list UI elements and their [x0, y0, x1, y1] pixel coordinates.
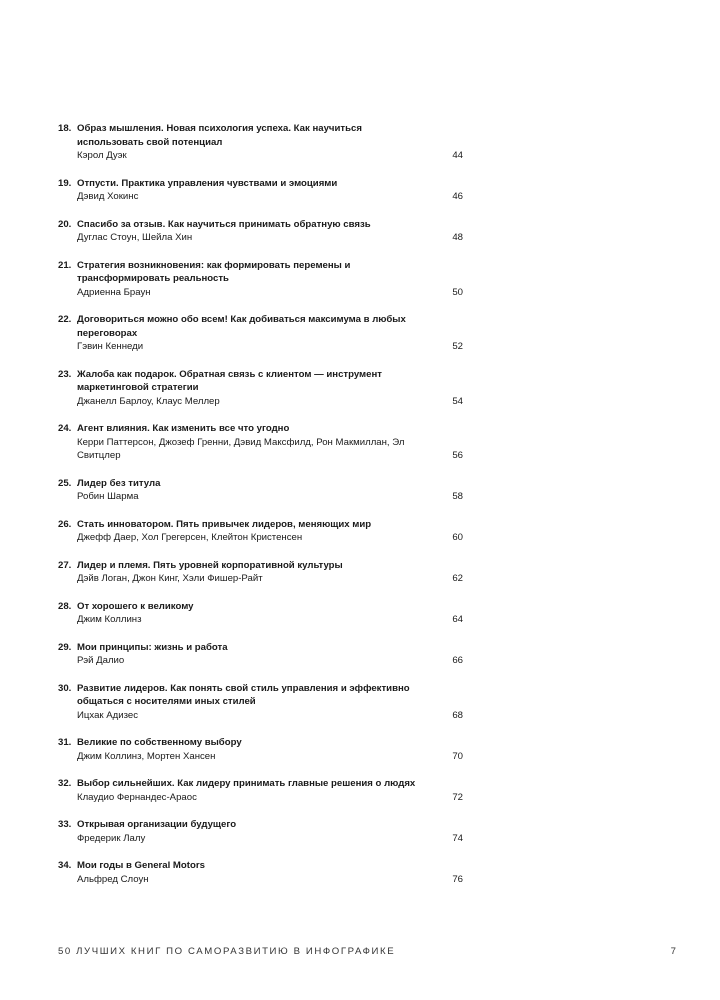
toc-entry: [58, 422, 468, 463]
entry-title: От хорошего к великому: [77, 600, 194, 612]
entry-page-number: 60: [452, 532, 463, 543]
entry-page-number: 62: [452, 573, 463, 584]
entry-title: Спасибо за отзыв. Как научиться принимать обратную связь: [77, 218, 371, 230]
entry-authors: Фредерик Лалу: [77, 832, 146, 844]
toc-entry: [58, 313, 468, 354]
entry-number: 22.: [58, 314, 72, 325]
toc-entry: [58, 777, 468, 804]
entry-authors: Адриенна Браун: [77, 286, 151, 298]
toc-entry: [58, 368, 468, 409]
entry-authors: Джим Коллинз: [77, 614, 142, 625]
entry-title: Договориться можно обо всем! Как добиваться максимума в любых переговорах: [77, 314, 406, 339]
entry-page-number: 44: [452, 150, 463, 161]
entry-authors: Гэвин Кеннеди: [77, 341, 144, 352]
entry-authors: Ицхак Адизес: [77, 709, 139, 721]
entry-title: Мои годы в General Motors: [77, 860, 205, 871]
entry-page-number: 56: [452, 450, 463, 461]
entry-number: 21.: [58, 259, 72, 271]
entry-number: 26.: [58, 518, 72, 530]
toc-entry: [58, 559, 468, 586]
entry-title: Образ мышления. Новая психология успеха. Как научиться использовать свой потенциал: [77, 123, 362, 148]
toc-entry: [58, 122, 468, 163]
toc-entry: [58, 477, 468, 504]
toc-entry: [58, 518, 468, 545]
entry-title: Жалоба как подарок. Обратная связь с клиентом — инструмент маркетинговой стратегии: [77, 368, 382, 393]
table-of-contents: [58, 122, 468, 900]
entry-authors: Дуглас Стоун, Шейла Хин: [77, 232, 193, 243]
entry-number: 28.: [58, 600, 72, 612]
toc-entry: [58, 818, 468, 845]
entry-page-number: 70: [452, 750, 463, 762]
entry-title: Стать инноватором. Пять привычек лидеров, меняющих мир: [77, 518, 372, 530]
toc-entry: [58, 177, 468, 204]
toc-entry: [58, 259, 468, 300]
entry-page-number: 48: [452, 232, 463, 243]
entry-authors: Дэвид Хокинс: [77, 191, 139, 202]
entry-number: 25.: [58, 477, 72, 489]
entry-number: 33.: [58, 819, 72, 830]
entry-number: 32.: [58, 778, 72, 789]
entry-number: 23.: [58, 368, 72, 380]
entry-number: 30.: [58, 682, 72, 694]
entry-number: 31.: [58, 737, 72, 748]
entry-page-number: 58: [452, 491, 463, 502]
toc-entry: [58, 218, 468, 245]
entry-authors: Дэйв Логан, Джон Кинг, Хэли Фишер-Райт: [77, 573, 263, 584]
entry-page-number: 76: [452, 873, 463, 885]
footer-book-title: 50 ЛУЧШИХ КНИГ ПО САМОРАЗВИТИЮ В ИНФОГРАФИКЕ: [58, 946, 396, 957]
entry-number: 19.: [58, 177, 72, 189]
entry-page-number: 46: [452, 191, 463, 202]
entry-title: Открывая организации будущего: [77, 819, 237, 830]
entry-number: 24.: [58, 423, 72, 434]
entry-page-number: 66: [452, 655, 463, 666]
entry-number: 29.: [58, 641, 72, 653]
entry-title: Выбор сильнейших. Как лидеру принимать главные решения о людях: [77, 778, 416, 789]
entry-number: 20.: [58, 218, 72, 230]
entry-authors: Джим Коллинз, Мортен Хансен: [77, 750, 216, 762]
entry-title: Отпусти. Практика управления чувствами и эмоциями: [77, 177, 338, 189]
page-number: 7: [670, 946, 676, 957]
toc-entry: [58, 641, 468, 668]
toc-entry: [58, 682, 468, 723]
entry-title: Мои принципы: жизнь и работа: [77, 641, 228, 653]
entry-authors: Джефф Даер, Хол Грегерсен, Клейтон Кристенсен: [77, 532, 303, 543]
entry-number: 27.: [58, 559, 72, 571]
entry-title: Развитие лидеров. Как понять свой стиль управления и эффективно общаться с носителями иных стилей: [77, 682, 410, 707]
entry-title: Великие по собственному выбору: [77, 737, 242, 748]
entry-authors: Клаудио Фернандес-Араос: [77, 791, 197, 803]
entry-page-number: 52: [452, 341, 463, 352]
toc-entry: [58, 600, 468, 627]
entry-page-number: 68: [452, 709, 463, 721]
entry-authors: Кэрол Дуэк: [77, 150, 127, 161]
entry-authors: Рэй Далио: [77, 655, 125, 666]
entry-authors: Робин Шарма: [77, 491, 139, 502]
entry-page-number: 54: [452, 395, 463, 407]
entry-number: 18.: [58, 123, 72, 134]
entry-title: Лидер без титула: [77, 477, 161, 489]
entry-title: Агент влияния. Как изменить все что угодно: [77, 423, 290, 434]
entry-title: Лидер и племя. Пять уровней корпоративной культуры: [77, 559, 343, 571]
toc-entry: [58, 859, 468, 886]
entry-page-number: 50: [452, 286, 463, 298]
entry-title: Стратегия возникновения: как формировать перемены и трансформировать реальность: [77, 259, 351, 284]
entry-page-number: 74: [452, 832, 463, 844]
entry-number: 34.: [58, 860, 72, 871]
entry-page-number: 72: [452, 791, 463, 803]
entry-page-number: 64: [452, 614, 463, 625]
toc-entry: [58, 736, 468, 763]
entry-authors: Керри Паттерсон, Джозеф Гренни, Дэвид Максфилд, Рон Макмиллан, Эл Свитцлер: [77, 436, 405, 461]
entry-authors: Джанелл Барлоу, Клаус Меллер: [77, 395, 220, 407]
entry-authors: Альфред Слоун: [77, 873, 149, 885]
